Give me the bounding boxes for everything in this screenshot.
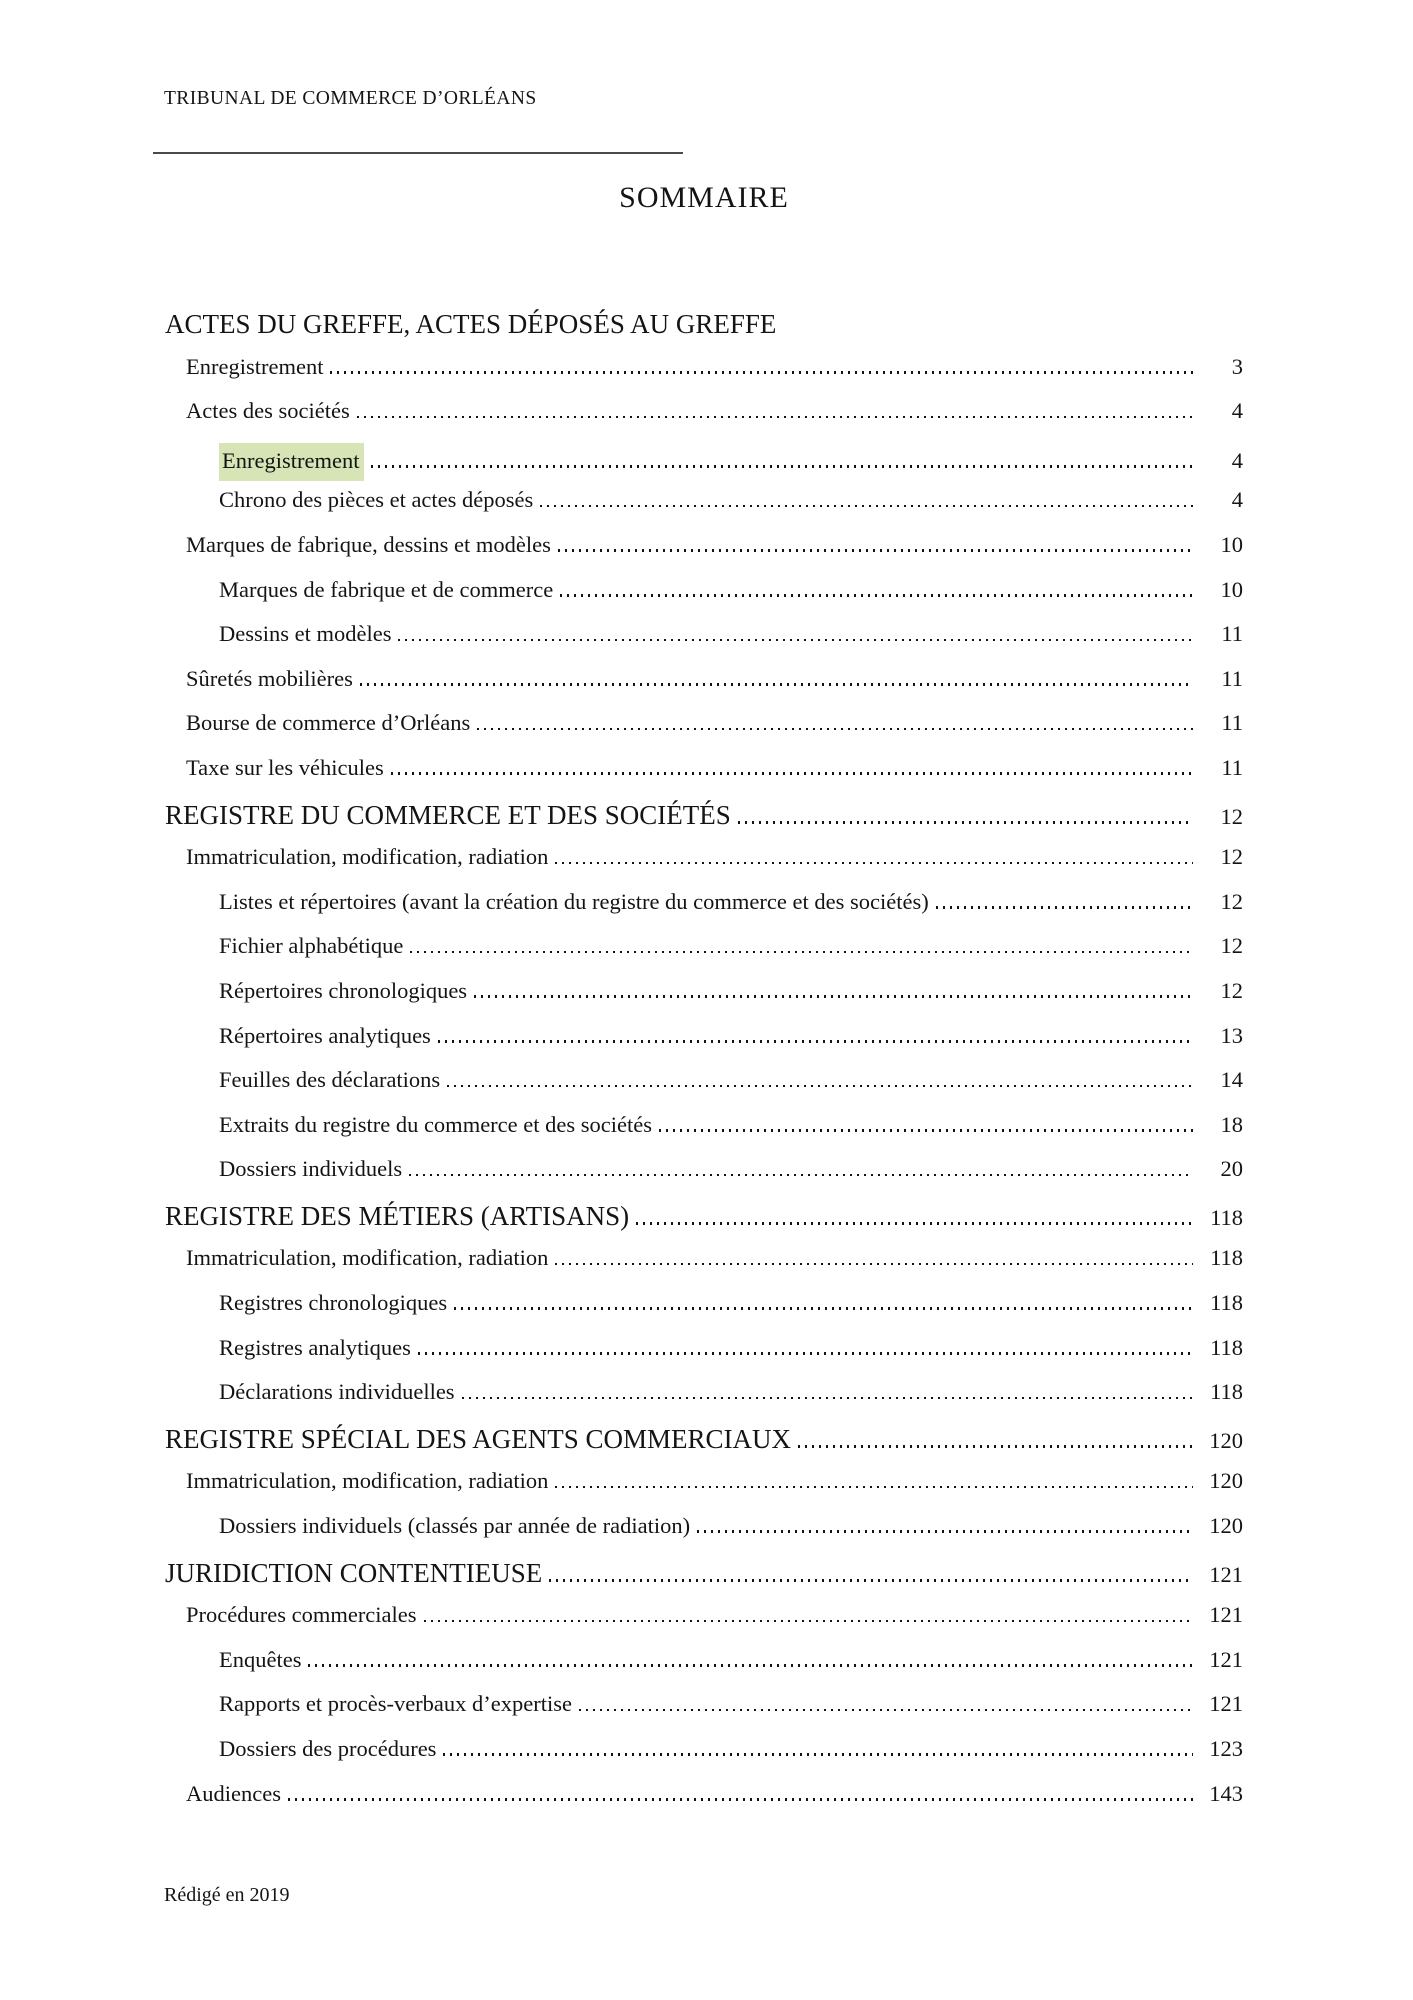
toc-entry-page: 143: [1209, 1780, 1243, 1806]
toc-entry-label: Dossiers individuels: [219, 1156, 403, 1182]
toc-entry-page: 3: [1231, 353, 1243, 379]
toc-entry-label: Enquêtes: [219, 1646, 302, 1672]
toc-entry-label: Chrono des pièces et actes déposés: [219, 487, 534, 513]
toc-entry: [165, 309, 1243, 354]
page-title: SOMMAIRE: [619, 181, 789, 214]
toc-entry: [165, 1067, 1243, 1112]
toc-entry-page: 10: [1220, 576, 1243, 602]
dot-leader: [477, 728, 1193, 731]
toc-entry: [165, 354, 1243, 399]
toc-entry-page: 123: [1209, 1736, 1243, 1761]
toc-entry: [165, 1201, 1243, 1246]
toc-entry: [165, 443, 1243, 488]
toc-entry-label: Marques de fabrique, dessins et modèles: [186, 531, 551, 557]
dot-leader: [798, 1445, 1193, 1448]
toc-entry: [165, 621, 1243, 666]
toc-entry: [165, 1379, 1243, 1424]
dot-leader: [360, 683, 1193, 686]
toc-entry-label: Dossiers individuels (classés par année de radiation): [219, 1513, 691, 1539]
dot-leader: [560, 594, 1193, 597]
toc-entry: [165, 710, 1243, 755]
dot-leader: [424, 1620, 1193, 1623]
toc-entry: [165, 1781, 1243, 1826]
toc-entry-page: 11: [1221, 665, 1243, 691]
toc-entry-page: 120: [1209, 1427, 1243, 1453]
dot-leader: [738, 821, 1193, 824]
toc-entry-page: 4: [1231, 487, 1243, 513]
toc-entry-label: REGISTRE DU COMMERCE ET DES SOCIÉTÉS: [165, 799, 731, 830]
dot-leader: [438, 1040, 1193, 1043]
toc-entry-label: Marques de fabrique et de commerce: [219, 576, 554, 602]
toc-entry-label: Répertoires chronologiques: [219, 977, 468, 1003]
toc-entry-label: Actes des sociétés: [186, 398, 350, 424]
toc-entry: [165, 1335, 1243, 1380]
toc-entry-page: 118: [1210, 1334, 1243, 1360]
toc-entry: [165, 1112, 1243, 1157]
toc-entry: [165, 1245, 1243, 1290]
toc-entry-label: Rapports et procès-verbaux d’expertise: [219, 1691, 572, 1717]
toc-entry: [165, 1736, 1243, 1781]
dot-leader: [409, 1174, 1193, 1177]
dot-leader: [288, 1798, 1193, 1801]
dot-leader: [308, 1664, 1193, 1667]
toc-entry-label: Immatriculation, modification, radiation: [186, 1468, 549, 1494]
dot-leader: [697, 1530, 1193, 1533]
dot-leader: [474, 995, 1193, 998]
dot-leader: [555, 862, 1193, 865]
dot-leader: [398, 639, 1193, 642]
toc-entry-label: Enregistrement: [186, 353, 324, 379]
toc-entry: [165, 1691, 1243, 1736]
dot-leader: [330, 371, 1193, 374]
toc-entry-label: REGISTRE DES MÉTIERS (ARTISANS): [165, 1200, 630, 1231]
toc-entry-label: Procédures commerciales: [186, 1602, 417, 1628]
toc-entry-page: 11: [1221, 621, 1243, 647]
toc-entry-label: Feuilles des déclarations: [219, 1067, 441, 1093]
toc-entry-label: REGISTRE SPÉCIAL DES AGENTS COMMERCIAUX: [165, 1423, 792, 1454]
toc-entry-label: ACTES DU GREFFE, ACTES DÉPOSÉS AU GREFFE: [165, 309, 777, 339]
toc-entry-page: 12: [1220, 933, 1243, 959]
toc-entry-page: 121: [1209, 1646, 1243, 1672]
toc-entry-label: JURIDICTION CONTENTIEUSE: [165, 1557, 543, 1588]
toc-entry-page: 118: [1210, 1245, 1243, 1271]
toc-entry-page: 4: [1231, 398, 1243, 424]
toc-entry-page: 118: [1210, 1204, 1243, 1230]
dot-leader: [391, 772, 1193, 775]
toc-entry: [165, 1602, 1243, 1647]
toc-entry: [165, 1647, 1243, 1692]
toc-entry-label: Déclarations individuelles: [219, 1379, 455, 1405]
dot-leader: [936, 906, 1193, 909]
toc-entry-label: Sûretés mobilières: [186, 665, 353, 691]
toc-entry-page: 12: [1220, 844, 1243, 870]
toc-entry-page: 12: [1220, 803, 1243, 829]
toc-entry-label: Enregistrement: [219, 443, 364, 481]
toc-entry-label: Registres chronologiques: [219, 1290, 448, 1316]
dot-leader: [443, 1753, 1193, 1756]
dot-leader: [418, 1352, 1193, 1355]
toc-entry-label: Fichier alphabétique: [219, 933, 404, 959]
toc-entry: [165, 577, 1243, 622]
toc-entry: [165, 1290, 1243, 1335]
toc-entry: [165, 1156, 1243, 1201]
toc-entry-page: 121: [1209, 1561, 1243, 1587]
dot-leader: [447, 1085, 1193, 1088]
dot-leader: [636, 1222, 1193, 1225]
toc-entry-page: 4: [1231, 447, 1243, 473]
toc-entry: [165, 1468, 1243, 1513]
toc-entry-label: Extraits du registre du commerce et des sociétés: [219, 1111, 652, 1137]
dot-leader: [555, 1486, 1193, 1489]
toc-entry-page: 12: [1220, 888, 1243, 914]
toc-entry: [165, 532, 1243, 577]
toc-entry-label: Immatriculation, modification, radiation: [186, 844, 549, 870]
dot-leader: [357, 416, 1193, 419]
toc-entry: [165, 978, 1243, 1023]
toc-entry-label: Taxe sur les véhicules: [186, 754, 384, 780]
toc-entry: [165, 1424, 1243, 1469]
toc-entry: [165, 666, 1243, 711]
toc-entry-label: Immatriculation, modification, radiation: [186, 1245, 549, 1271]
dot-leader: [371, 465, 1193, 468]
dot-leader: [549, 1579, 1193, 1582]
toc-entry: [165, 398, 1243, 443]
toc-entry-page: 13: [1220, 1022, 1243, 1048]
toc-entry-page: 120: [1209, 1513, 1243, 1539]
toc-entry-page: 121: [1209, 1691, 1243, 1717]
toc-entry-label: Registres analytiques: [219, 1334, 411, 1360]
dot-leader: [410, 951, 1193, 954]
dot-leader: [579, 1709, 1193, 1712]
dot-leader: [659, 1129, 1193, 1132]
toc-entry: [165, 487, 1243, 532]
toc-entry-page: 118: [1210, 1290, 1243, 1316]
toc-entry-page: 118: [1210, 1379, 1243, 1405]
toc-entry-label: Bourse de commerce d’Orléans: [186, 710, 471, 736]
dot-leader: [540, 505, 1193, 508]
toc-entry: [165, 1023, 1243, 1068]
toc-entry: [165, 844, 1243, 889]
toc-entry: [165, 755, 1243, 800]
toc-entry-page: 10: [1220, 531, 1243, 557]
dot-leader: [454, 1307, 1193, 1310]
toc-entry-page: 18: [1220, 1111, 1243, 1137]
toc-entry-page: 12: [1220, 977, 1243, 1003]
document-header: TRIBUNAL DE COMMERCE D’ORLÉANS: [164, 88, 537, 109]
toc-entry-page: 11: [1221, 710, 1243, 736]
header-divider: [153, 152, 683, 154]
toc-entry-label: Audiences: [186, 1780, 281, 1806]
toc-entry-label: Dessins et modèles: [219, 621, 392, 647]
toc-entry-page: 20: [1220, 1156, 1243, 1182]
toc-entry: [165, 889, 1243, 934]
toc-entry-label: Listes et répertoires (avant la création du registre du commerce et des sociétés): [219, 888, 929, 914]
toc-entry: [165, 800, 1243, 845]
toc-entry: [165, 933, 1243, 978]
toc-entry-page: 121: [1209, 1602, 1243, 1628]
toc-entry-page: 120: [1209, 1468, 1243, 1494]
footer-note: Rédigé en 2019: [164, 1884, 290, 1906]
toc-entry-page: 14: [1220, 1067, 1243, 1093]
dot-leader: [558, 549, 1193, 552]
toc-entry-label: Dossiers des procédures: [219, 1736, 437, 1761]
dot-leader: [555, 1263, 1193, 1266]
toc-list: [165, 309, 1243, 1825]
dot-leader: [462, 1397, 1193, 1400]
toc-entry: [165, 1558, 1243, 1603]
toc-entry-page: 11: [1221, 754, 1243, 780]
toc-entry: [165, 1513, 1243, 1558]
toc-entry-label: Répertoires analytiques: [219, 1022, 431, 1048]
